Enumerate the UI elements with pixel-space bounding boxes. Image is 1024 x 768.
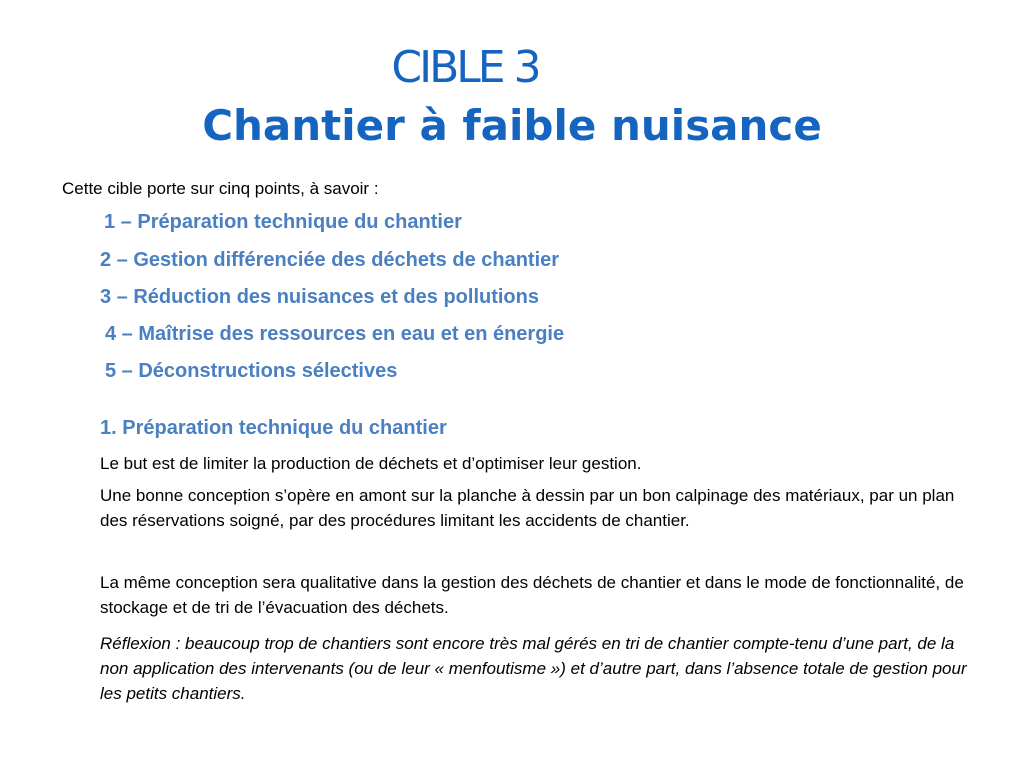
slide-title-line1: CIBLE 3: [391, 42, 539, 93]
point-2: 2 – Gestion différenciée des déchets de chantier: [100, 249, 560, 271]
paragraph-3: La même conception sera qualitative dans la gestion des déchets de chantier et dans le mode de fonctionnalité, de stockage et de tri de l’évacuation des déchets.: [100, 573, 964, 617]
point-4: 4 – Maîtrise des ressources en eau et en énergie: [105, 323, 565, 345]
paragraph-1: Le but est de limiter la production de déchets et d’optimiser leur gestion.: [100, 454, 642, 473]
section-heading: 1. Préparation technique du chantier: [100, 417, 447, 439]
reflection-paragraph: Réflexion : beaucoup trop de chantiers sont encore très mal gérés en tri de chantier compte-tenu d’une part, de la non application des intervenants (ou de leur « menfoutisme ») et d’autre part, dans l’absence totale de gestion pour les petits chantiers.: [100, 634, 967, 703]
point-5: 5 – Déconstructions sélectives: [105, 360, 398, 382]
point-1: 1 – Préparation technique du chantier: [104, 211, 462, 233]
intro-text: Cette cible porte sur cinq points, à savoir :: [62, 179, 379, 198]
paragraph-2: Une bonne conception s’opère en amont sur la planche à dessin par un bon calpinage des matériaux, par un plan des réservations soigné, par des procédures limitant les accidents de chantier.: [100, 486, 955, 530]
slide-title-line2: Chantier à faible nuisance: [202, 101, 822, 150]
point-3: 3 – Réduction des nuisances et des pollutions: [100, 286, 539, 308]
